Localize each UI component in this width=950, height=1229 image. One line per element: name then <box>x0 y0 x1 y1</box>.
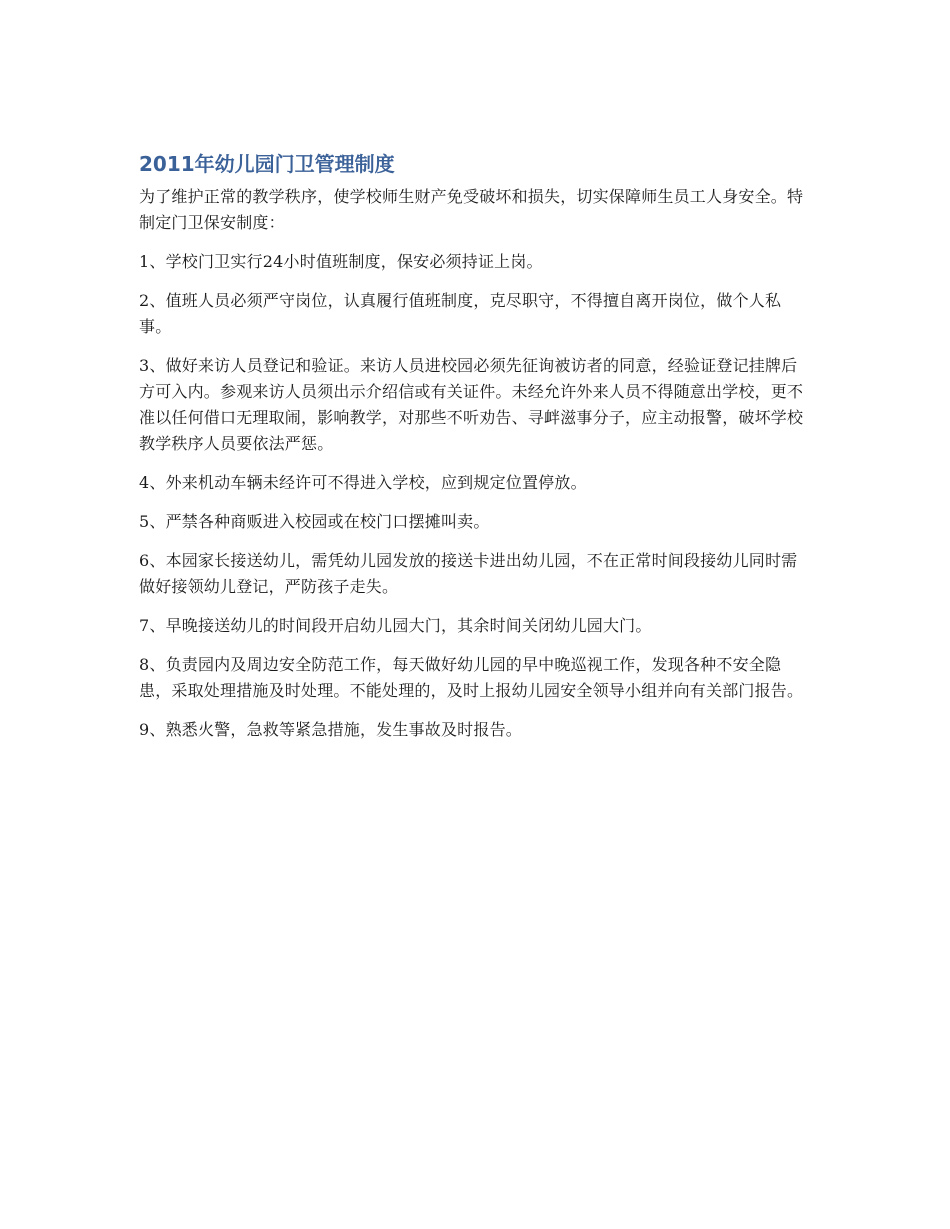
document-title: 2011年幼儿园门卫管理制度 <box>139 152 395 176</box>
rule-item-4: 4、外来机动车辆未经许可不得进入学校，应到规定位置停放。 <box>139 473 587 492</box>
rule-item-2: 2、值班人员必须严守岗位，认真履行值班制度，克尽职守，不得擅自离开岗位，做个人私事。 <box>139 291 782 336</box>
rule-item-9: 9、熟悉火警，急救等紧急措施，发生事故及时报告。 <box>139 720 522 739</box>
intro-paragraph: 为了维护正常的教学秩序，使学校师生财产免受破坏和损失，切实保障师生员工人身安全。特制定门卫保安制度： <box>139 187 804 232</box>
document-page <box>139 150 811 756</box>
rule-item-6: 6、本园家长接送幼儿，需凭幼儿园发放的接送卡进出幼儿园，不在正常时间段接幼儿同时需做好接领幼儿登记，严防孩子走失。 <box>139 551 798 596</box>
rule-item-8: 8、负责园内及周边安全防范工作，每天做好幼儿园的早中晚巡视工作，发现各种不安全隐患，采取处理措施及时处理。不能处理的，及时上报幼儿园安全领导小组并向有关部门报告。 <box>139 655 804 700</box>
rule-item-3: 3、做好来访人员登记和验证。来访人员进校园必须先征询被访者的同意，经验证登记挂牌后方可入内。参观来访人员须出示介绍信或有关证件。未经允许外来人员不得随意出学校，更不准以任何借口无理取闹，影响教学，对那些不听劝告、寻衅滋事分子，应主动报警，破坏学校教学秩序人员要依法严惩。 <box>139 356 804 453</box>
rule-item-7: 7、早晚接送幼儿的时间段开启幼儿园大门，其余时间关闭幼儿园大门。 <box>139 616 652 635</box>
rule-item-1: 1、学校门卫实行24小时值班制度，保安必须持证上岗。 <box>139 252 543 271</box>
rule-item-5: 5、严禁各种商贩进入校园或在校门口摆摊叫卖。 <box>139 512 490 531</box>
